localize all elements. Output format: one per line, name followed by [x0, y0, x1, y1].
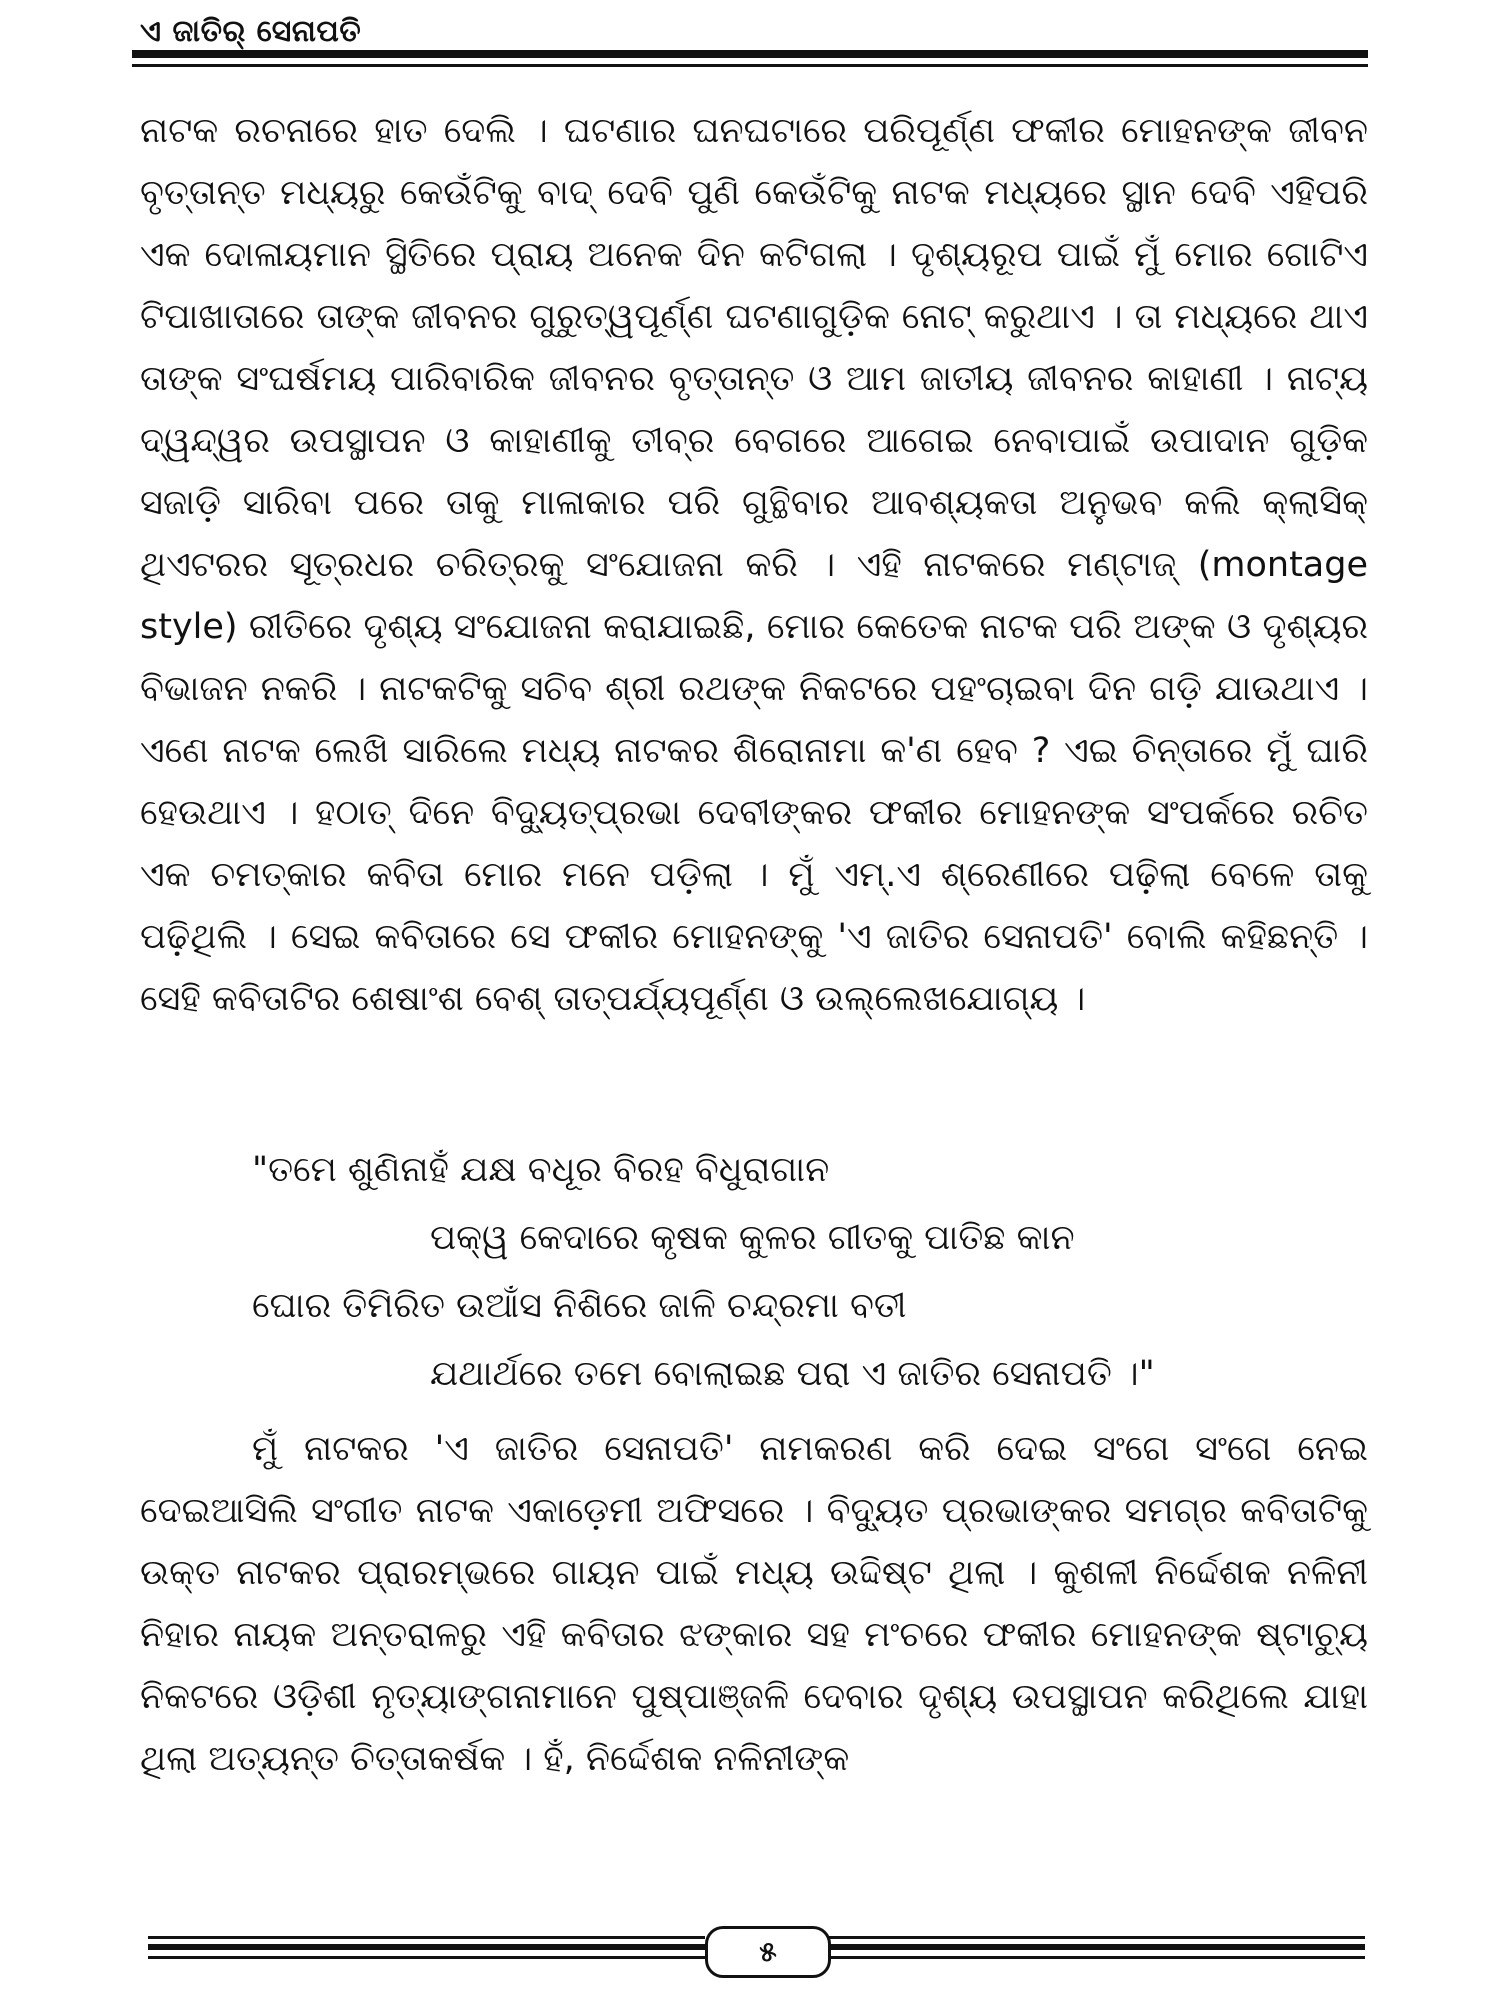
body-text-continued	[140, 1418, 1368, 1790]
poem-line-3: ଘୋର ତିମିରିତ ଉଆଁସ ନିଶିରେ ଜାଳି ଚନ୍ଦ୍ରମା ବତୀ	[252, 1286, 907, 1326]
page-number: ୫	[705, 1926, 831, 1978]
footer-rule-left-mid	[148, 1944, 705, 1950]
poem-line-1: "ତମେ ଶୁଣିନାହଁ ଯକ୍ଷ ବଧୂର ବିରହ ବିଧୁରାଗାନ	[252, 1150, 830, 1190]
footer-rule-left-top	[148, 1936, 705, 1939]
poem-quote	[140, 1136, 1368, 1408]
footer-rule-right-mid	[825, 1944, 1365, 1950]
footer-rule-right-top	[825, 1936, 1365, 1939]
header-rule-thin	[132, 64, 1368, 67]
footer-rule-left-bottom	[148, 1956, 705, 1959]
poem-line-2: ପକ୍ୱ କେଦାରେ କୃଷକ କୁଳର ଗୀତକୁ ପାତିଛ କାନ	[430, 1218, 1075, 1258]
poem-line-4: ଯଥାର୍ଥରେ ତମେ ବୋଲାଇଛ ପରା ଏ ଜାତିର ସେନାପତି ।"	[430, 1354, 1155, 1394]
running-head: ଏ ଜାତିର୍ ସେନାପତି	[140, 14, 362, 49]
header-rule-thick	[132, 50, 1368, 58]
footer-rule-right-bottom	[825, 1956, 1365, 1959]
paragraph-2: ମୁଁ ନାଟକର 'ଏ ଜାତିର ସେନାପତି' ନାମକରଣ କରି ଦେଇ ସଂଗେ ସଂଗେ ନେଇ ଦେଇଆସିଲି ସଂଗୀତ ନାଟକ ଏକାଡ଼େମୀ ଅଫିସରେ । ବିଦ୍ୟୁତ ପ୍ରଭାଙ୍କର ସମଗ୍ର କବିତାଟିକୁ ଉକ୍ତ ନାଟକର ପ୍ରାରମ୍ଭରେ ଗାୟନ ପାଇଁ ମଧ୍ୟ ଉଦ୍ଦିଷ୍ଟ ଥିଲା । କୁଶଳୀ ନିର୍ଦ୍ଦେଶକ ନଳିନୀ ନିହାର ନାୟକ ଅନ୍ତରାଳରୁ ଏହି କବିତାର ଝଙ୍କାର ସହ ମଂଚରେ ଫକୀର ମୋହନଙ୍କ ଷ୍ଟାଚ୍ୟୁ ନିକଟରେ ଓଡ଼ିଶୀ ନୃତ୍ୟାଙ୍ଗନାମାନେ ପୁଷ୍ପାଞ୍ଜଳି ଦେବାର ଦୃଶ୍ୟ ଉପସ୍ଥାପନ କରିଥିଲେ ଯାହା ଥିଲା ଅତ୍ୟନ୍ତ ଚିତ୍ତାକର୍ଷକ । ହଁ, ନିର୍ଦ୍ଦେଶକ ନଳିନୀଙ୍କ	[140, 1429, 1368, 1779]
paragraph-1: ନାଟକ ରଚନାରେ ହାତ ଦେଲି । ଘଟଣାର ଘନଘଟାରେ ପରିପୂର୍ଣ୍ଣ ଫକୀର ମୋହନଙ୍କ ଜୀବନ ବୃତ୍ତାନ୍ତ ମଧ୍ୟରୁ କେଉଁଟିକୁ ବାଦ୍ ଦେବି ପୁଣି କେଉଁଟିକୁ ନାଟକ ମଧ୍ୟରେ ସ୍ଥାନ ଦେବି ଏହିପରି ଏକ ଦୋଳାୟମାନ ସ୍ଥିତିରେ ପ୍ରାୟ ଅନେକ ଦିନ କଟିଗଲା । ଦୃଶ୍ୟରୂପ ପାଇଁ ମୁଁ ମୋର ଗୋଟିଏ ଟିପାଖାତାରେ ତାଙ୍କ ଜୀବନର ଗୁରୁତ୍ୱପୂର୍ଣ୍ଣ ଘଟଣାଗୁଡ଼ିକ ନୋଟ୍ କରୁଥାଏ । ତା ମଧ୍ୟରେ ଥାଏ ତାଙ୍କ ସଂଘର୍ଷମୟ ପାରିବାରିକ ଜୀବନର ବୃତ୍ତାନ୍ତ ଓ ଆମ ଜାତୀୟ ଜୀବନର କାହାଣୀ । ନାଟ୍ୟ ଦ୍ୱନ୍ଦ୍ୱର ଉପସ୍ଥାପନ ଓ କାହାଣୀକୁ ତୀବ୍ର ବେଗରେ ଆଗେଇ ନେବାପାଇଁ ଉପାଦାନ ଗୁଡ଼ିକ ସଜାଡ଼ି ସାରିବା ପରେ ତାକୁ ମାଳାକାର ପରି ଗୁନ୍ଥିବାର ଆବଶ୍ୟକତା ଅନୁଭବ କଲି କ୍ଲାସିକ୍ ଥିଏଟରର ସୂତ୍ରଧର ଚରିତ୍ରକୁ ସଂଯୋଜନା କରି । ଏହି ନାଟକରେ ମଣ୍ଟାଜ୍ (montage style) ରୀତିରେ ଦୃଶ୍ୟ ସଂଯୋଜନା କରାଯାଇଛି, ମୋର କେତେକ ନାଟକ ପରି ଅଙ୍କ ଓ ଦୃଶ୍ୟର ବିଭାଜନ ନକରି । ନାଟକଟିକୁ ସଚିବ ଶ୍ରୀ ରଥଙ୍କ ନିକଟରେ ପହଂଚାଇବା ଦିନ ଗଡ଼ି ଯାଉଥାଏ । ଏଣେ ନାଟକ ଲେଖି ସାରିଲେ ମଧ୍ୟ ନାଟକର ଶିରୋନାମା କ'ଣ ହେବ ? ଏଇ ଚିନ୍ତାରେ ମୁଁ ଘାରି ହେଉଥାଏ । ହଠାତ୍ ଦିନେ ବିଦ୍ୟୁତ୍‌ପ୍ରଭା ଦେବୀଙ୍କର ଫକୀର ମୋହନଙ୍କ ସଂପର୍କରେ ରଚିତ ଏକ ଚମତ୍କାର କବିତା ମୋର ମନେ ପଡ଼ିଲା । ମୁଁ ଏମ୍.ଏ ଶ୍ରେଣୀରେ ପଢ଼ିଲା ବେଳେ ତାକୁ ପଢ଼ିଥିଲି । ସେଇ କବିତାରେ ସେ ଫକୀର ମୋହନଙ୍କୁ 'ଏ ଜାତିର ସେନାପତି' ବୋଲି କହିଛନ୍ତି । ସେହି କବିତାଟିର ଶେଷାଂଶ ବେଶ୍ ତାତ୍ପର୍ଯ୍ୟପୂର୍ଣ୍ଣ ଓ ଉଲ୍ଲେଖଯୋଗ୍ୟ ।	[140, 111, 1368, 1019]
body-text	[140, 100, 1368, 1030]
